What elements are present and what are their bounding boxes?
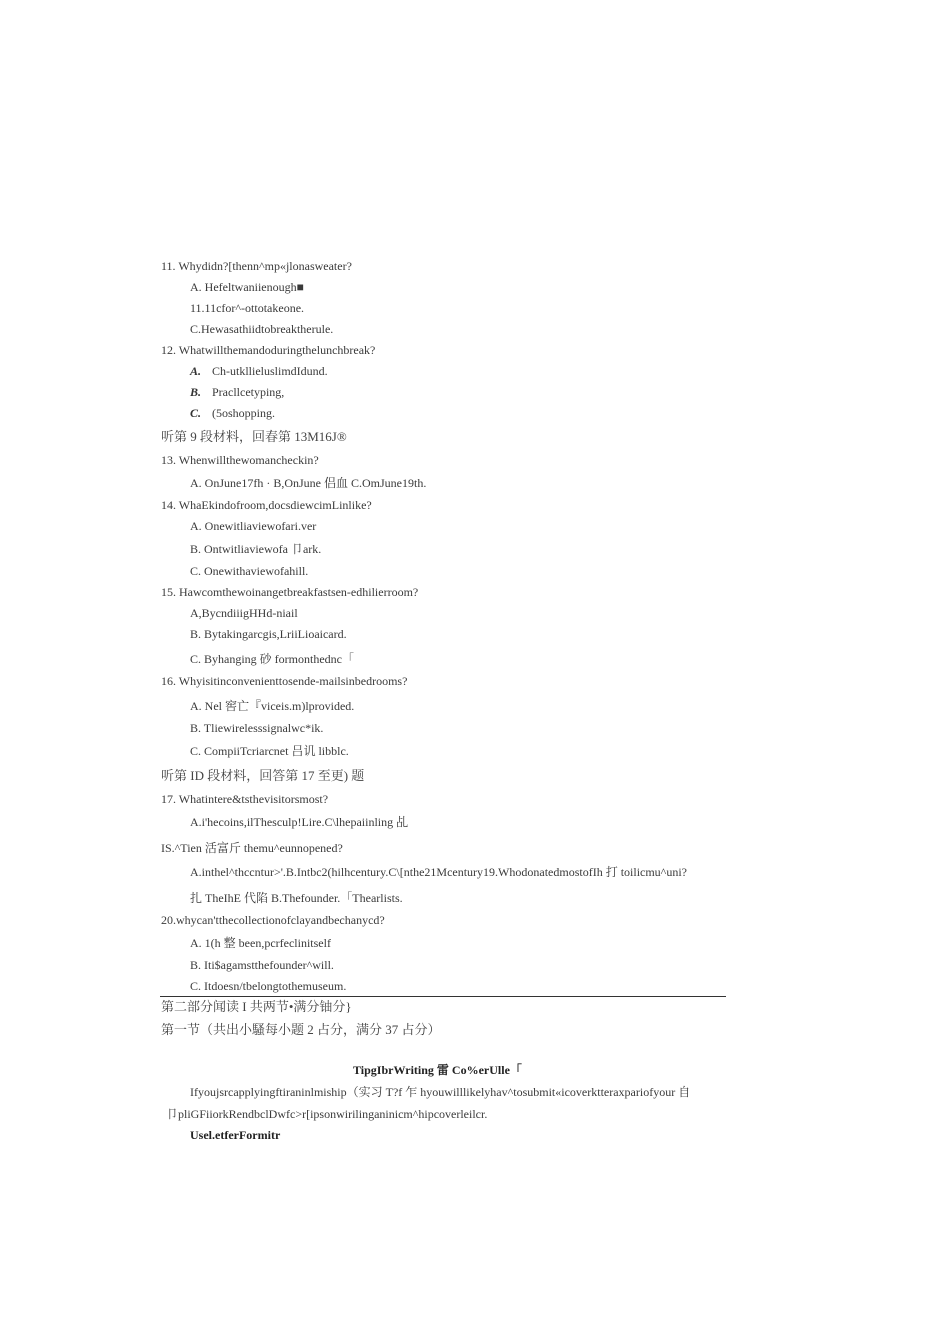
passage-line: Ifyoujsrcapplyingftiraninlmiship（实习 T?f 乍 hyouwilllikelyhav^tosubmit«icoverktteraxpariofyour 自 <box>190 1085 691 1099</box>
passage-line: 卩pliGFiiorkRendbclDwfc>r[ipsonwirilinganinicm^hipcoverleilcr. <box>166 1107 488 1121</box>
question-stem: 17. Whatintere&tsthevisitorsmost? <box>161 792 329 806</box>
part-two-heading: 第二部分闻读 I 共两节•满分铀分} <box>161 999 352 1014</box>
option-text: Pracllcetyping, <box>212 385 285 399</box>
option-c: C. Byhanging 砂 formonthednc「 <box>190 652 354 666</box>
question-stem: 15. Hawcomthewoinangetbreakfastsen-edhilierroom? <box>161 585 419 599</box>
question-stem: 20.whycan'tthecollectionofclayandbechanycd? <box>161 913 385 927</box>
options-line: A.i'hecoins,ilThesculp!Lire.C\lhepaiinling 乩 <box>190 815 409 829</box>
question-stem: 13. Whenwillthewomancheckin? <box>161 453 319 467</box>
section-one-heading: 第一节（共出小騷每小题 2 占分，满分 37 占分） <box>161 1022 441 1037</box>
section-heading-10: 听第 ID 段材料，回答第 17 至更) 题 <box>161 768 365 783</box>
section-divider <box>160 996 726 997</box>
option-a: A. Hefeltwaniienough■ <box>190 280 304 294</box>
option-a: A. Onewitliaviewofari.ver <box>190 519 317 533</box>
option-b: B. Iti$agamstthefounder^will. <box>190 958 334 972</box>
question-stem: IS.^Tien 活富斤 themu^eunnopened? <box>161 841 343 855</box>
option-c: C. Onewithaviewofahill. <box>190 564 309 578</box>
option-label: B. <box>190 385 202 399</box>
option-c: C.Hewasathiidtobreaktherule. <box>190 322 334 336</box>
options-line: 扎 TheIhE 代陷 B.Thefounder.「Thearlists. <box>190 891 403 905</box>
option-b: 11.11cfor^-ottotakeone. <box>190 301 305 315</box>
passage-title: TipgIbrWriting 雷 Co%erUlle「 <box>353 1063 522 1077</box>
option-label: C. <box>190 406 202 420</box>
question-stem: 16. Whyisitinconvenienttosende-mailsinbedrooms? <box>161 674 408 688</box>
question-stem: 12. Whatwillthemandoduringthelunchbreak? <box>161 343 376 357</box>
option-text: (5oshopping. <box>212 406 275 420</box>
option-b <box>190 384 284 400</box>
option-c: C. Itdoesn/tbelongtothemuseum. <box>190 979 347 993</box>
option-a: A. Nel 窖亡『viceis.m)lprovided. <box>190 699 355 713</box>
question-stem: 11. Whydidn?[thenn^mp«jlonasweater? <box>161 259 352 273</box>
options-line: A.inthel^thccntur>'.B.Intbc2(hilhcentury.C\[nthe21Mcentury19.WhodonatedmostofIh 打 toilicmu^uni? <box>190 865 687 879</box>
option-a <box>190 363 328 379</box>
section-heading-9: 听第 9 段材料，回春第 13M16J® <box>161 429 347 444</box>
option-a: A,BycndiiigHHd-niail <box>190 606 298 620</box>
option-text: Ch-utkllieluslimdIdund. <box>212 364 328 378</box>
option-b: B. Tliewirelesssignalwc*ik. <box>190 721 324 735</box>
question-stem: 14. WhaEkindofroom,docsdiewcimLinlike? <box>161 498 372 512</box>
option-c: C. CompiiTcriarcnet 吕讥 libblc. <box>190 744 349 758</box>
option-b: B. Ontwitliaviewofa 卩ark. <box>190 542 322 556</box>
option-b: B. Bytakingarcgis,LriiLioaicard. <box>190 627 347 641</box>
passage-subheading: Usel.etferFormitr <box>190 1128 281 1142</box>
option-a: A. 1(h 整 been,pcrfeclinitself <box>190 936 331 950</box>
option-c <box>190 405 275 421</box>
options-line: A. OnJune17fh · B,OnJune 侣血 C.OmJune19th. <box>190 476 427 490</box>
option-label: A. <box>190 364 202 378</box>
